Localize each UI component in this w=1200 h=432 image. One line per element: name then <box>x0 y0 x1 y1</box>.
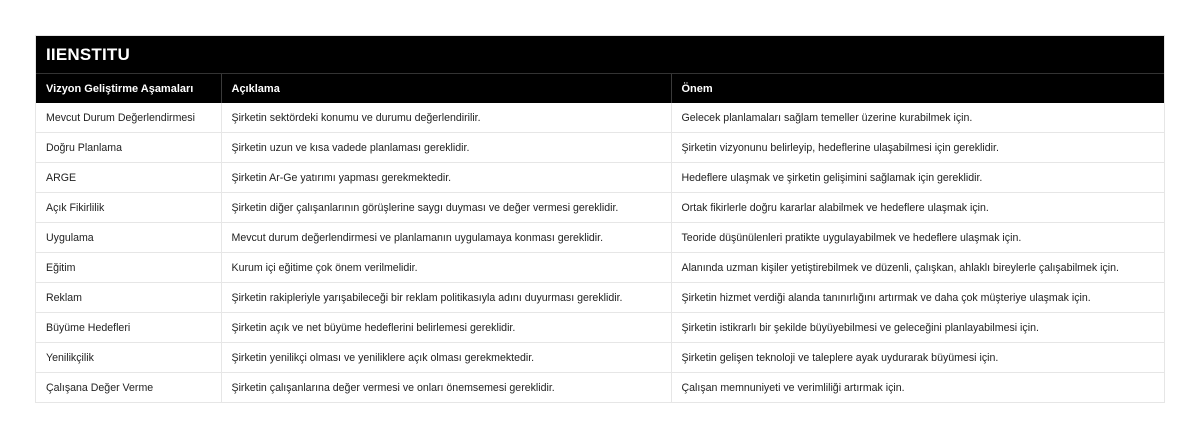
cell-stage: ARGE <box>36 163 221 193</box>
cell-importance: Teoride düşünülenleri pratikte uygulayabilmek ve hedeflere ulaşmak için. <box>671 223 1164 253</box>
table-container <box>35 35 1165 403</box>
table-row <box>36 223 1164 253</box>
table-row <box>36 373 1164 403</box>
table-row <box>36 193 1164 223</box>
cell-importance: Ortak fikirlerle doğru kararlar alabilmek ve hedeflere ulaşmak için. <box>671 193 1164 223</box>
column-header-importance: Önem <box>671 74 1164 103</box>
cell-importance: Şirketin vizyonunu belirleyip, hedeflerine ulaşabilmesi için gereklidir. <box>671 133 1164 163</box>
cell-description: Şirketin açık ve net büyüme hedeflerini belirlemesi gereklidir. <box>221 313 671 343</box>
table-title: IIENSTITU <box>36 36 1164 74</box>
data-table <box>36 74 1164 402</box>
cell-stage: Doğru Planlama <box>36 133 221 163</box>
table-body <box>36 103 1164 402</box>
cell-description: Şirketin rakipleriyle yarışabileceği bir reklam politikasıyla adını duyurması gereklidir. <box>221 283 671 313</box>
cell-stage: Çalışana Değer Verme <box>36 373 221 403</box>
cell-description: Şirketin çalışanlarına değer vermesi ve onları önemsemesi gereklidir. <box>221 373 671 403</box>
cell-stage: Reklam <box>36 283 221 313</box>
cell-stage: Yenilikçilik <box>36 343 221 373</box>
cell-description: Şirketin uzun ve kısa vadede planlaması gereklidir. <box>221 133 671 163</box>
table-row <box>36 103 1164 133</box>
cell-stage: Büyüme Hedefleri <box>36 313 221 343</box>
cell-importance: Şirketin gelişen teknoloji ve taleplere ayak uydurarak büyümesi için. <box>671 343 1164 373</box>
table-row <box>36 163 1164 193</box>
table-row <box>36 343 1164 373</box>
cell-importance: Şirketin hizmet verdiği alanda tanınırlığını artırmak ve daha çok müşteriye ulaşmak için. <box>671 283 1164 313</box>
table-row <box>36 253 1164 283</box>
cell-importance: Şirketin istikrarlı bir şekilde büyüyebilmesi ve geleceğini planlayabilmesi için. <box>671 313 1164 343</box>
cell-stage: Mevcut Durum Değerlendirmesi <box>36 103 221 133</box>
cell-importance: Alanında uzman kişiler yetiştirebilmek ve düzenli, çalışkan, ahlaklı bireylerle çalışabilmek için. <box>671 253 1164 283</box>
cell-importance: Hedeflere ulaşmak ve şirketin gelişimini sağlamak için gereklidir. <box>671 163 1164 193</box>
cell-description: Şirketin Ar-Ge yatırımı yapması gerekmektedir. <box>221 163 671 193</box>
cell-description: Şirketin diğer çalışanlarının görüşlerine saygı duyması ve değer vermesi gereklidir. <box>221 193 671 223</box>
table-row <box>36 133 1164 163</box>
cell-stage: Açık Fikirlilik <box>36 193 221 223</box>
table-row <box>36 283 1164 313</box>
column-header-description: Açıklama <box>221 74 671 103</box>
cell-importance: Gelecek planlamaları sağlam temeller üzerine kurabilmek için. <box>681 111 973 124</box>
table-row <box>36 313 1164 343</box>
cell-description: Mevcut durum değerlendirmesi ve planlamanın uygulamaya konması gereklidir. <box>221 223 671 253</box>
cell-importance: Çalışan memnuniyeti ve verimliliği artırmak için. <box>671 373 1164 403</box>
cell-description: Şirketin yenilikçi olması ve yeniliklere açık olması gerekmektedir. <box>221 343 671 373</box>
cell-description: Kurum içi eğitime çok önem verilmelidir. <box>221 253 671 283</box>
table-header <box>36 74 1164 103</box>
cell-stage: Eğitim <box>36 253 221 283</box>
header-row <box>36 74 1164 103</box>
cell-description: Şirketin sektördeki konumu ve durumu değerlendirilir. <box>221 103 671 133</box>
cell-stage: Uygulama <box>36 223 221 253</box>
column-header-stage: Vizyon Geliştirme Aşamaları <box>36 74 221 103</box>
